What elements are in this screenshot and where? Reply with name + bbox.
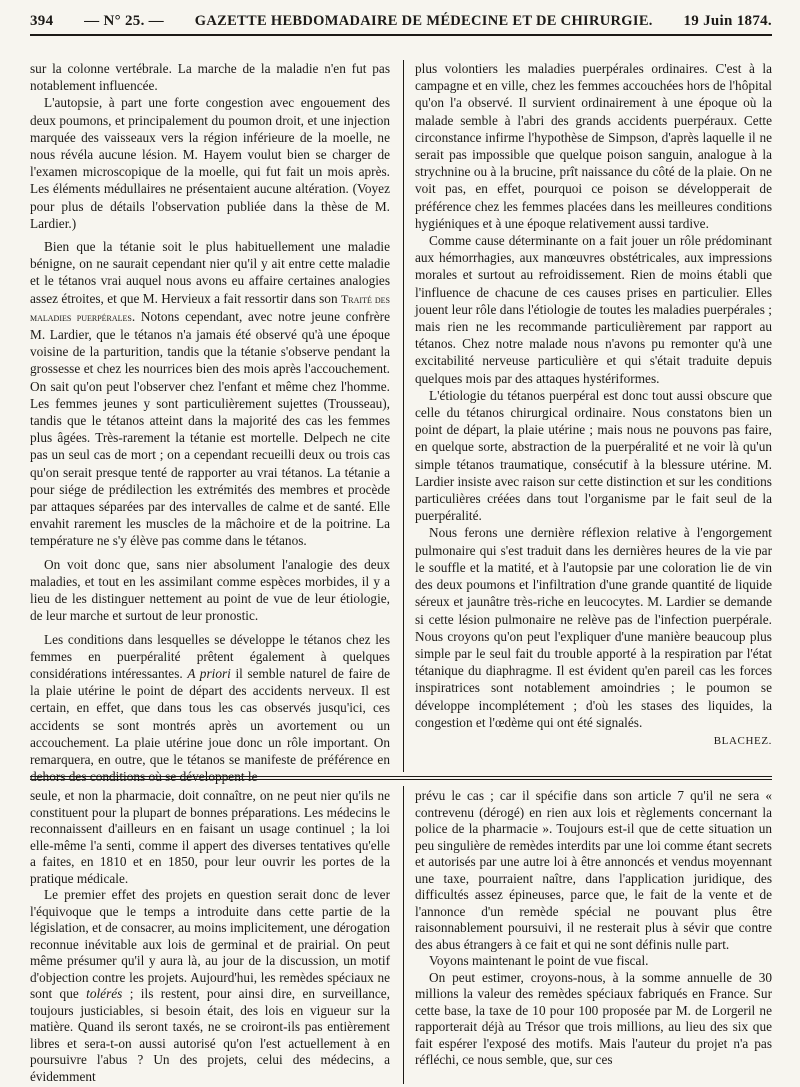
lower-left-column <box>30 788 390 1082</box>
journal-title: GAZETTE HEBDOMADAIRE DE MÉDECINE ET DE CHIRURGIE. <box>194 12 653 29</box>
section-divider <box>30 776 772 777</box>
emphasis: tolérés <box>86 986 123 1001</box>
author-signature: BLACHEZ. <box>713 734 772 747</box>
paragraph: Bien que la tétanie soit le plus habituellement une maladie bénigne, on ne saurait cependant nier qu'il y ait entre cette maladie et le tétanos vrai auquel nous avons eu affaire certaines analogies assez étroites, et que M. Hervieux a fait ressortir dans son Traité des maladies puerpérales. Notons cependant, avec notre jeune confrère M. Lardier, que le tétanos n'a jamais été observé qu'à une époque voisine de la parturition, tandis que la tétanie s'observe pendant la grossesse et chez les nourrices bien des mois après l'accouchement. On sait qu'on peut l'observer chez l'enfant et même chez l'homme. Les femmes jeunes y sont particulièrement sujettes (Trousseau), tandis que le tétanos atteint dans la majorité des cas les femmes plus âgées. Très-rarement la tétanie est mortelle. Delpech ne cite pas un seul cas de mort ; on a cependant recueilli deux ou trois cas qu'on serait presque tenté de rapporter au vrai tétanos. La tétanie a pour siége de prédilection les extrémités des membres et procède par attaques séparées par des intervalles de calme et de santé. Elle envahit rarement les muscles de la mâchoire et de la poitrine. La température ne s'y élève pas comme dans le tétanos. <box>30 239 391 549</box>
column-divider <box>403 60 404 772</box>
lower-right-column <box>415 788 772 1082</box>
section-divider <box>30 779 772 780</box>
paragraph: Le premier effet des projets en question serait donc de lever l'équivoque que le temps a introduite dans cette partie de la législation, et de consacrer, au moins implicitement, une dérogation reconnue inévitable aux lois de germinal et de prairial. On peut même présumer qu'il y aura là, au jour de la discussion, un motif d'objection contre les projets. Aujourd'hui, les remèdes spéciaux ne sont que tolérés ; ils restent, pour ainsi dire, en surveillance, toujours justiciables, si besoin était, des lois en vigueur sur la matière. Quand ils seront taxés, ne se croiront-ils pas entièrement libres et sera-t-on aussi autorisé qu'on l'est actuellement à en poursuivre l'abus ? Un des projets, celui des médecins, a évidemment <box>30 887 391 1084</box>
issue-date: 19 Juin 1874. <box>683 12 772 29</box>
page-header <box>30 8 772 36</box>
paragraph: On voit donc que, sans nier absolument l'analogie des deux maladies, et tout en les assimilant comme espèces morbides, il y a lieu de les distinguer nettement au point de vue de leur étiologie, de leur marche et surtout de leur pronostic. <box>30 556 390 624</box>
issue-number: — N° 25. — <box>84 12 164 29</box>
page-number: 394 <box>30 12 54 29</box>
upper-left-column <box>30 60 390 766</box>
paragraph: On peut estimer, croyons-nous, à la somme annuelle de 30 millions la valeur des remèdes spéciaux fabriqués en France. Sur cette base, la taxe de 10 pour 100 proposée par M. de Lorgeril ne rapporterait déjà au Trésor que trois millions, au lieu des six que fait espérer l'exposé des motifs. Mais l'auteur du projet n'a pas réfléchi, ce nous semble, que, sur ces <box>415 969 772 1067</box>
paragraph: L'étiologie du tétanos puerpéral est donc tout aussi obscure que celle du tétanos chirurgical ordinaire. Nous constatons bien un point de départ, la plaie utérine ; mais nous ne pouvons pas faire, en quelque sorte, abstraction de la puerpéralité et ne voir là qu'un simple tétanos traumatique, consécutif à la blessure utérine. M. Lardier insiste avec raison sur cette distinction et sur les conditions particulières créées dans tout l'organisme par le fait seul de la puerpéralité. <box>415 387 772 524</box>
column-divider <box>403 786 404 1084</box>
paragraph: prévu le cas ; car il spécifie dans son article 7 qu'il ne sera « contrevenu (dérogé) en rien aux lois et règlements concernant la police de la pharmacie ». Toujours est-il que de cette situation un peu singulière de remèdes interdits par une loi comme étant secrets et autorisés par une autre loi à être annoncés et vendus moyennant une taxe, pourraient naître, dans l'application juridique, des difficultés assez épineuses, parce que, le fait de la vente et de l'annonce d'un remède spécial ne pouvant plus être raisonnablement poursuivi, il ne resterait plus à sévir que contre des abus étrangers à ce fait et qui ne sont définis nulle part. <box>415 788 772 952</box>
paragraph: seule, et non la pharmacie, doit connaître, on ne peut nier qu'ils ne constituent pour la plupart de bonnes préparations. Les médecins le reconnaissent d'ailleurs en en faisant un usage continuel ; la loi elle-même l'a senti, comme il appert des diverses tentatives qu'elle a faites, en 1810 et en 1850, pour leur ouvrir les portes de la pratique médicale. <box>30 788 390 886</box>
paragraph: Comme cause déterminante on a fait jouer un rôle prédominant aux hémorrhagies, aux manœuvres obstétricales, aux impressions morales et surtout au refroidissement. Rien de moins établi que l'influence de chacune de ces causes prises en particulier. Elles jouent leur rôle dans l'étiologie de toutes les maladies puerpérales ; mais rien ne les recommande particulièrement par rapport au tétanos. Chez notre malade nous n'avons pu remonter qu'à une excitabilité nerveuse particulière et qui s'était traduite depuis quelques mois par des attaques hystériformes. <box>415 233 772 386</box>
paragraph: L'autopsie, à part une forte congestion avec engouement des deux poumons, et principalement du poumon droit, et une injection marquée des vaisseaux vers la région inférieure de la moelle, ne nous révéla aucune lésion. M. Hayem voulut bien se charger de l'examen microscopique de la moelle, qui fut fait un mois après. Les éléments médullaires ne présentaient aucune altération. (Voyez pour plus de détails l'observation publiée dans la thèse de M. Lardier.) <box>30 95 390 231</box>
paragraph: sur la colonne vertébrale. La marche de la maladie n'en fut pas notablement influencée. <box>30 61 390 94</box>
paragraph: plus volontiers les maladies puerpérales ordinaires. C'est à la campagne et en ville, chez les femmes accouchées hors de l'hôpital qu'on l'a observé. Il survient ordinairement à une époque où la malade semble à l'abri des grands accidents puerpéraux. Cette circonstance infirme l'hypothèse de Simpson, d'après laquelle il ne serait pas impossible que quelque poison sanguin, analogue à la strychnine ou à la brucine, prît naissance du côté de la plaie. On ne voit pas, en effet, pourquoi ce poison se développerait de préférence chez les femmes placées dans les meilleures conditions hygiéniques et à une époque relativement aussi tardive. <box>415 61 772 231</box>
paragraph: Les conditions dans lesquelles se développe le tétanos chez les femmes en puerpéralité prêtent également à quelques considérations intéressantes. A priori il semble naturel de faire de la plaie utérine le point de départ des accidents nerveux. Il est certain, en effet, que dans tous les cas observés jusqu'ici, ces accidents se sont montrés après un avortement ou un accouchement. La plaie utérine joue donc un rôle important. On remarquera, en outre, que le tétanos se manifeste de préférence en <box>30 631 390 767</box>
latin-phrase: A priori <box>187 665 231 681</box>
paragraph: Nous ferons une dernière réflexion relative à l'engorgement pulmonaire qui s'est traduit dans les dernières heures de la vie par le souffle et la matité, et à l'autopsie par une coloration lie de vin des deux poumons et l'infiltration d'une grande quantité de liquide séreux et jaunâtre très-riche en leucocytes. M. Lardier se demande si cette lésion pulmonaire ne relève pas de l'infection puerpérale. Nous croyons qu'on peut l'expliquer d'une manière beaucoup plus simple par le seul fait du trouble apporté à la respiration par l'état tétanique du diaphragme. Il est évident qu'en pareil cas les forces inspiratrices sont notablement amoindries ; le poumon se développe incomplétement ; d'où les stases des liquides, la congestion et l'œdème qui ont été signalés. <box>415 525 772 730</box>
book-title: Traité des maladies puerpérales <box>30 291 390 324</box>
paragraph: Voyons maintenant le point de vue fiscal. <box>429 953 649 968</box>
upper-right-column <box>415 60 772 772</box>
